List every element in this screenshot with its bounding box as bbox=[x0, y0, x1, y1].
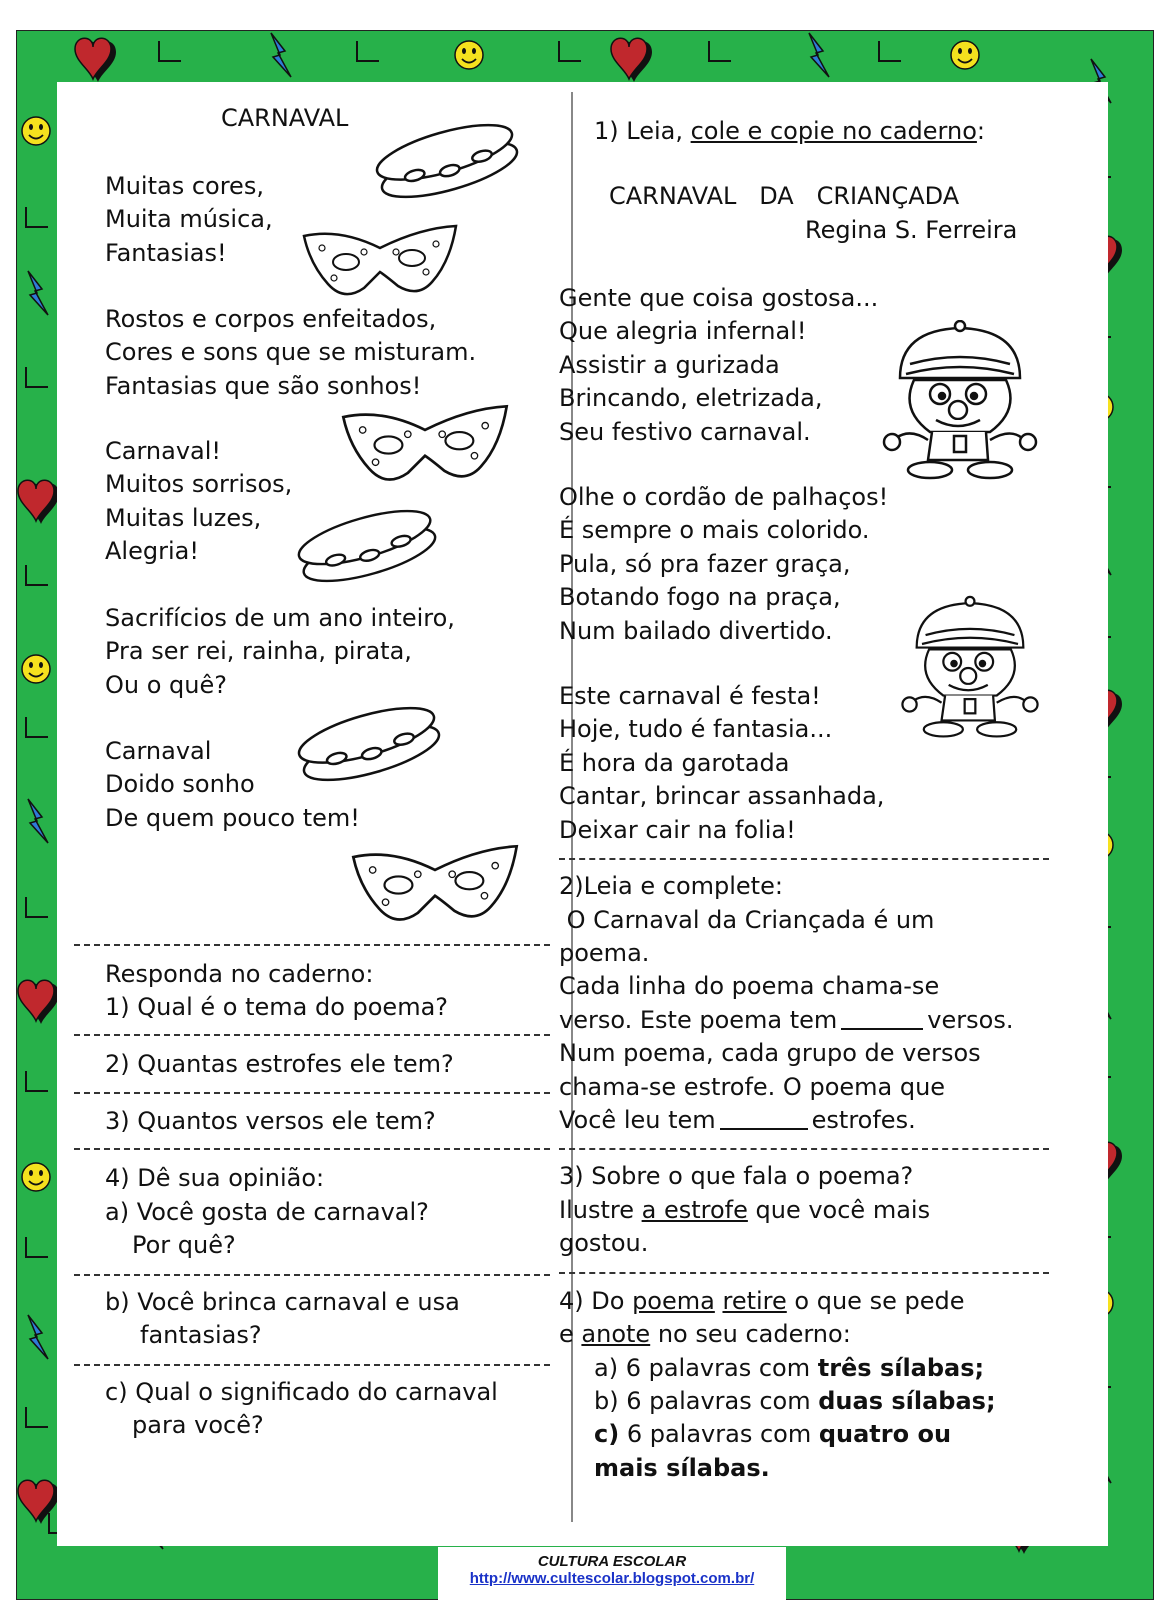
right-poem-title: CARNAVAL DA CRIANÇADA bbox=[609, 182, 960, 210]
carnival-mask-icon bbox=[346, 842, 524, 928]
verse: Brincando, eletrizada, bbox=[559, 384, 823, 413]
dashed-separator bbox=[559, 1272, 1049, 1274]
smiley-icon bbox=[22, 655, 50, 683]
verse: É hora da garotada bbox=[559, 748, 790, 777]
fill-in-blank bbox=[720, 1127, 808, 1130]
question-4c: c) Qual o significado do carnaval bbox=[105, 1378, 498, 1406]
step-line-icon bbox=[26, 1407, 48, 1427]
smiley-icon bbox=[22, 1163, 50, 1191]
verse: Hoje, tudo é fantasia... bbox=[559, 715, 833, 744]
question-4a-cont: Por quê? bbox=[132, 1231, 236, 1259]
left-stanza-2 bbox=[105, 303, 476, 403]
tambourine-icon bbox=[294, 700, 444, 788]
verse: Pra ser rei, rainha, pirata, bbox=[105, 637, 412, 666]
exercise-4c: c) 6 palavras com quatro ou bbox=[594, 1420, 952, 1448]
fill-in-blank bbox=[841, 1027, 923, 1030]
verse: Rostos e corpos enfeitados, bbox=[105, 305, 437, 333]
verse: Este carnaval é festa! bbox=[559, 682, 821, 710]
exercise-3-line: Ilustre a estrofe que você mais bbox=[559, 1196, 931, 1224]
lightning-bolt-icon bbox=[28, 799, 48, 843]
carnival-mask-icon bbox=[300, 222, 460, 302]
exercise-2-title: 2)Leia e complete: bbox=[559, 872, 783, 900]
poem-author: Regina S. Ferreira bbox=[805, 216, 1018, 244]
verse: Num bailado divertido. bbox=[559, 616, 833, 645]
footer-link[interactable]: http://www.cultescolar.blogspot.com.br/ bbox=[469, 1570, 755, 1587]
exercise-2-line: verso. Este poema tem versos. bbox=[559, 1006, 1014, 1034]
step-line-icon bbox=[879, 41, 901, 61]
verse: Olhe o cordão de palhaços! bbox=[559, 483, 889, 511]
smiley-icon bbox=[951, 41, 979, 69]
lightning-bolt-icon bbox=[28, 271, 48, 315]
exercise-1-instruction: 1) Leia, cole e copie no caderno: bbox=[594, 117, 985, 145]
verse: Sacrifícios de um ano inteiro, bbox=[105, 604, 455, 632]
left-stanza-1 bbox=[105, 170, 273, 270]
dashed-separator bbox=[74, 1148, 550, 1150]
step-line-icon bbox=[26, 207, 48, 227]
verse: Muitas luzes, bbox=[105, 503, 262, 532]
step-line-icon bbox=[559, 41, 581, 61]
question-3: 3) Quantos versos ele tem? bbox=[105, 1107, 436, 1135]
question-2: 2) Quantas estrofes ele tem? bbox=[105, 1050, 454, 1078]
exercise-2-line: O Carnaval da Criançada é um bbox=[559, 906, 935, 934]
verse: Ou o quê? bbox=[105, 670, 227, 699]
smiley-icon bbox=[22, 117, 50, 145]
question-1: 1) Qual é o tema do poema? bbox=[105, 993, 449, 1021]
verse: Muitas cores, bbox=[105, 172, 264, 200]
step-line-icon bbox=[709, 41, 731, 61]
heart-icon bbox=[18, 980, 59, 1024]
left-poem-title: CARNAVAL bbox=[221, 104, 349, 132]
footer-title: CULTURA ESCOLAR bbox=[537, 1553, 687, 1570]
lightning-bolt-icon bbox=[271, 33, 291, 77]
tambourine-icon bbox=[372, 118, 522, 204]
right-stanza-2 bbox=[559, 481, 888, 648]
verse: Assistir a gurizada bbox=[559, 350, 780, 379]
verse: Muita música, bbox=[105, 205, 273, 234]
question-4b-cont: fantasias? bbox=[140, 1321, 262, 1349]
verse: Botando fogo na praça, bbox=[559, 583, 841, 612]
verse: Alegria! bbox=[105, 537, 199, 566]
step-line-icon bbox=[26, 897, 48, 917]
right-stanza-1 bbox=[559, 282, 878, 449]
verse: Muitos sorrisos, bbox=[105, 470, 293, 499]
lightning-bolt-icon bbox=[28, 1315, 48, 1359]
dashed-separator bbox=[559, 1148, 1049, 1150]
step-line-icon bbox=[26, 565, 48, 585]
exercise-2-line: Cada linha do poema chama-se bbox=[559, 972, 940, 1000]
carnival-mask-icon bbox=[336, 402, 514, 488]
exercise-3-line: gostou. bbox=[559, 1229, 649, 1257]
verse: Carnaval bbox=[105, 737, 212, 765]
exercise-3-title: 3) Sobre o que fala o poema? bbox=[559, 1162, 914, 1190]
dashed-separator bbox=[74, 1274, 550, 1276]
verse: Carnaval! bbox=[105, 437, 222, 465]
exercise-2-line: poema. bbox=[559, 939, 650, 967]
dashed-separator bbox=[74, 1034, 550, 1036]
verse: Cantar, brincar assanhada, bbox=[559, 782, 885, 811]
question-4a: a) Você gosta de carnaval? bbox=[105, 1198, 429, 1226]
step-line-icon bbox=[159, 41, 181, 61]
verse: Fantasias que são sonhos! bbox=[105, 371, 422, 400]
exercise-4b: b) 6 palavras com duas sílabas; bbox=[594, 1387, 996, 1415]
verse: É sempre o mais colorido. bbox=[559, 516, 870, 545]
verse: Cores e sons que se misturam. bbox=[105, 338, 477, 367]
lightning-bolt-icon bbox=[809, 33, 829, 77]
verse: Gente que coisa gostosa... bbox=[559, 284, 879, 312]
footer-credit bbox=[438, 1547, 786, 1600]
exercise-4c-cont: mais sílabas. bbox=[594, 1454, 770, 1482]
step-line-icon bbox=[26, 1071, 48, 1091]
step-line-icon bbox=[26, 717, 48, 737]
dashed-separator bbox=[74, 944, 550, 946]
step-line-icon bbox=[26, 1237, 48, 1257]
clown-illustration-icon bbox=[890, 590, 1050, 746]
verse: Seu festivo carnaval. bbox=[559, 417, 811, 446]
question-4b: b) Você brinca carnaval e usa bbox=[105, 1288, 460, 1316]
question-4: 4) Dê sua opinião: bbox=[105, 1164, 325, 1192]
verse: De quem pouco tem! bbox=[105, 803, 360, 832]
heart-icon bbox=[18, 480, 59, 524]
verse: Que alegria infernal! bbox=[559, 317, 807, 346]
left-stanza-3 bbox=[105, 435, 292, 569]
dashed-separator bbox=[74, 1364, 550, 1366]
right-stanza-3 bbox=[559, 680, 884, 847]
step-line-icon bbox=[357, 41, 379, 61]
heart-icon bbox=[75, 38, 116, 82]
heart-icon bbox=[611, 38, 652, 82]
clown-illustration-icon bbox=[870, 320, 1050, 482]
heart-icon bbox=[18, 1480, 59, 1524]
questions-intro: Responda no caderno: bbox=[105, 960, 374, 988]
exercise-4-title: 4) Do poema retire o que se pede bbox=[559, 1287, 965, 1315]
dashed-separator bbox=[559, 858, 1049, 860]
exercise-2-line: Você leu tem estrofes. bbox=[559, 1106, 916, 1134]
left-stanza-4 bbox=[105, 602, 455, 702]
exercise-2-line: chama-se estrofe. O poema que bbox=[559, 1073, 946, 1101]
verse: Fantasias! bbox=[105, 238, 227, 267]
question-4c-cont: para você? bbox=[132, 1411, 264, 1439]
step-line-icon bbox=[26, 367, 48, 387]
verse: Pula, só pra fazer graça, bbox=[559, 549, 851, 578]
exercise-2-line: Num poema, cada grupo de versos bbox=[559, 1039, 981, 1067]
verse: Doido sonho bbox=[105, 770, 255, 799]
exercise-4-line: e anote no seu caderno: bbox=[559, 1320, 851, 1348]
smiley-icon bbox=[455, 41, 483, 69]
tambourine-icon bbox=[294, 502, 440, 590]
exercise-4a: a) 6 palavras com três sílabas; bbox=[594, 1354, 985, 1382]
dashed-separator bbox=[74, 1092, 550, 1094]
verse: Deixar cair na folia! bbox=[559, 815, 796, 844]
